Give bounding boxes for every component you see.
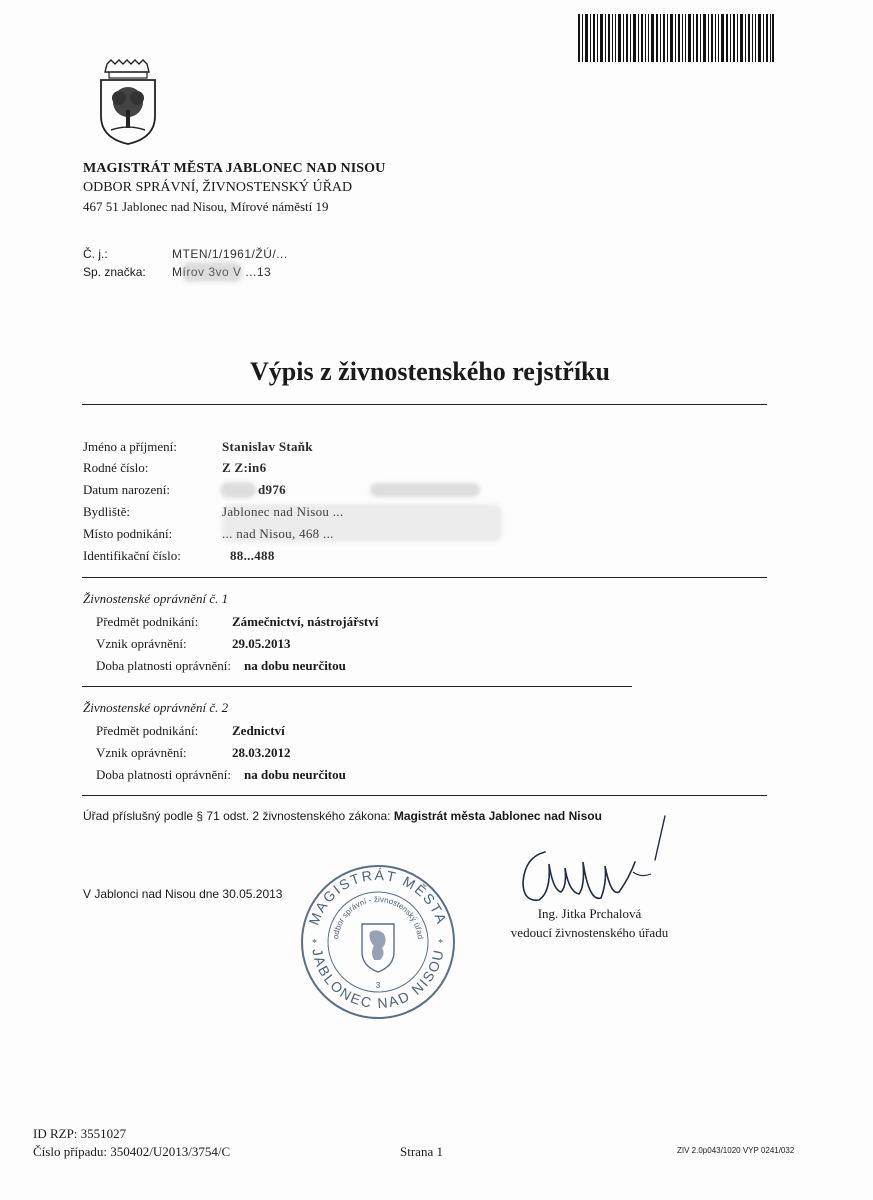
identification-number-label: Identifikační číslo: <box>83 548 181 563</box>
city-coat-of-arms-icon <box>97 58 159 146</box>
business-place-value: ... nad Nisou, 468 ... <box>222 526 334 541</box>
residence-value: Jablonec nad Nisou ... <box>222 504 344 519</box>
form-code: ZIV 2.0p043/1020 VYP 0241/032 <box>677 1146 795 1155</box>
divider <box>82 686 632 687</box>
licence-1-origin-label: Vznik oprávnění: <box>96 636 187 651</box>
licence-1-heading: Živnostenské oprávnění č. 1 <box>83 591 229 606</box>
licence-2-origin-label: Vznik oprávnění: <box>96 745 187 760</box>
department-name: ODBOR SPRÁVNÍ, ŽIVNOSTENSKÝ ÚŘAD <box>83 180 353 195</box>
signer-role: vedoucí živnostenského úřadu <box>510 925 669 940</box>
official-stamp <box>298 862 458 1022</box>
licence-1-validity-value: na dobu neurčitou <box>244 658 346 673</box>
residence-label: Bydliště: <box>83 504 130 519</box>
rzp-id: ID RZP: 3551027 <box>33 1126 127 1141</box>
stamp-outer-bottom: JABLONEC NAD NISOU <box>309 946 447 1012</box>
licence-2-subject-label: Předmět podnikání: <box>96 723 199 738</box>
reference-number-value: MTEN/1/1961/ŽÚ/... <box>172 247 288 261</box>
stamp-inner: odbor správní - živnostenský úřad <box>331 894 425 940</box>
name-label: Jméno a příjmení: <box>83 439 177 454</box>
licence-1-validity-label: Doba platnosti oprávnění: <box>96 658 232 673</box>
page-number: Strana 1 <box>400 1144 443 1159</box>
licence-2-validity-value: na dobu neurčitou <box>244 767 346 782</box>
file-mark-label: Sp. značka: <box>83 265 146 279</box>
divider <box>82 577 767 578</box>
blur-smudge <box>220 482 256 498</box>
reference-number-label: Č. j.: <box>83 247 108 261</box>
licence-1-subject-label: Předmět podnikání: <box>96 614 199 629</box>
svg-text:MAGISTRÁT MĚSTA <box>306 867 451 927</box>
licence-2-subject-value: Zednictví <box>232 723 285 738</box>
birth-date-value: d976 <box>258 482 286 497</box>
svg-text:*: * <box>438 938 443 949</box>
blur-smudge <box>182 262 242 282</box>
name-value: Stanislav Staňk <box>222 439 313 454</box>
licence-2-origin-value: 28.03.2012 <box>232 745 291 760</box>
birth-number-value: Z Z:in6 <box>222 460 267 475</box>
stamp-outer-top: MAGISTRÁT MĚSTA <box>305 866 451 928</box>
licence-1-subject-value: Zámečnictví, nástrojářství <box>232 614 379 629</box>
place-and-date: V Jablonci nad Nisou dne 30.05.2013 <box>83 887 283 901</box>
divider <box>82 404 767 405</box>
svg-text:*: * <box>312 938 317 949</box>
stamp-number: 3 <box>375 981 381 990</box>
divider <box>82 795 767 796</box>
blur-smudge <box>222 504 502 542</box>
authority-name: Magistrát města Jablonec nad Nisou <box>393 809 602 823</box>
office-address: 467 51 Jablonec nad Nisou, Mírové náměstí 19 <box>83 199 329 214</box>
licence-2-heading: Živnostenské oprávnění č. 2 <box>83 700 229 715</box>
barcode <box>578 14 774 62</box>
document-title: Výpis z živnostenského rejstříku <box>250 357 610 386</box>
case-number: Číslo případu: 350402/U2013/3754/C <box>33 1144 231 1159</box>
licence-1-origin-value: 29.05.2013 <box>232 636 291 651</box>
birth-number-label: Rodné číslo: <box>83 460 149 475</box>
authority-prefix: Úřad příslušný podle § 71 odst. 2 živnostenského zákona: <box>83 809 391 823</box>
licence-2-validity-label: Doba platnosti oprávnění: <box>96 767 232 782</box>
blur-smudge <box>370 483 480 497</box>
file-mark-value: Mírov 3vo V ...13 <box>172 265 272 279</box>
office-name: MAGISTRÁT MĚSTA JABLONEC NAD NISOU <box>83 161 386 176</box>
identification-number-value: 88...488 <box>230 548 275 563</box>
signer-name: Ing. Jitka Prchalová <box>537 906 642 921</box>
birth-date-label: Datum narození: <box>83 482 170 497</box>
business-place-label: Místo podnikání: <box>83 526 173 541</box>
